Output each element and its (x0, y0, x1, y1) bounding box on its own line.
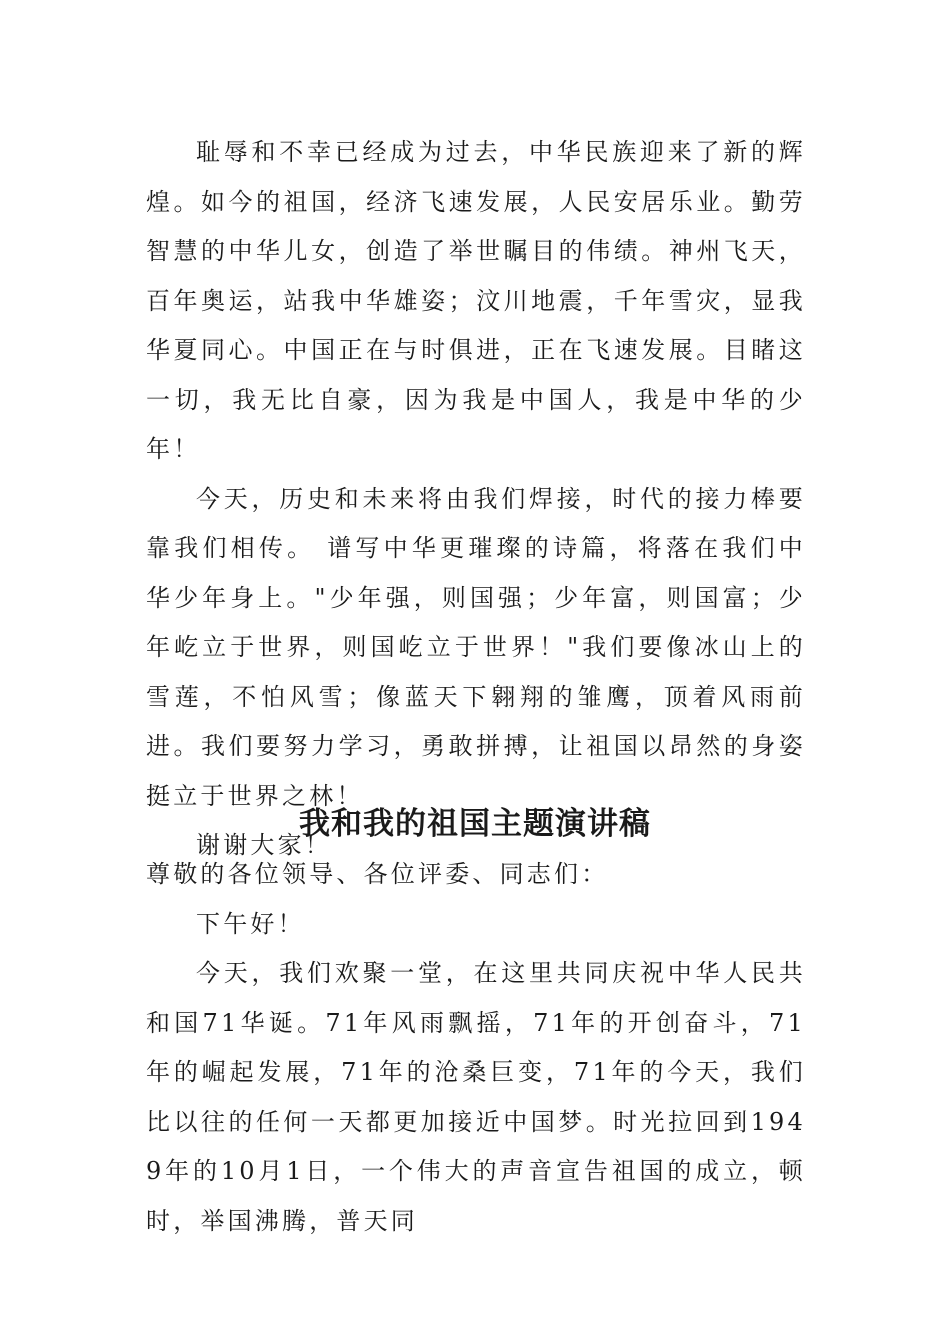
greeting: 下午好！ (196, 909, 305, 938)
speech-ending-section (146, 128, 806, 871)
paragraph: 今天，历史和未来将由我们焊接，时代的接力棒要靠我们相传。 谱写中华更璀璨的诗篇，将落在我们中华少年身上。"少年强，则国强；少年富，则国富；少年屹立于世界，则国屹立于世界！"我们要像冰山上的雪莲，不怕风雪；像蓝天下翱翔的雏鹰，顶着风雨前进。我们要努力学习，勇敢拼搏，让祖国以昂然的身姿挺立于世界之林！ (146, 484, 806, 810)
paragraph: 耻辱和不幸已经成为过去，中华民族迎来了新的辉煌。如今的祖国，经济飞速发展，人民安居乐业。勤劳智慧的中华儿女，创造了举世瞩目的伟绩。神州飞天，百年奥运，站我中华雄姿；汶川地震，千年雪灾，显我华夏同心。中国正在与时俱进，正在飞速发展。目睹这一切，我无比自豪，因为我是中国人，我是中华的少年！ (146, 138, 806, 463)
speech-section (146, 850, 806, 1246)
salutation: 尊敬的各位领导、各位评委、同志们： (146, 860, 609, 888)
paragraph: 今天，我们欢聚一堂，在这里共同庆祝中华人民共和国71华诞。71年风雨飘摇，71年的开创奋斗，71年的崛起发展，71年的沧桑巨变，71年的今天，我们比以往的任何一天都更加接近中国梦。时光拉回到1949年的10月1日，一个伟大的声音宣告祖国的成立，顿时，举国沸腾，普天同 (146, 959, 806, 1235)
closing-thanks: 谢谢大家！ (196, 831, 332, 859)
document-title: 我和我的祖国主题演讲稿 (299, 806, 651, 842)
